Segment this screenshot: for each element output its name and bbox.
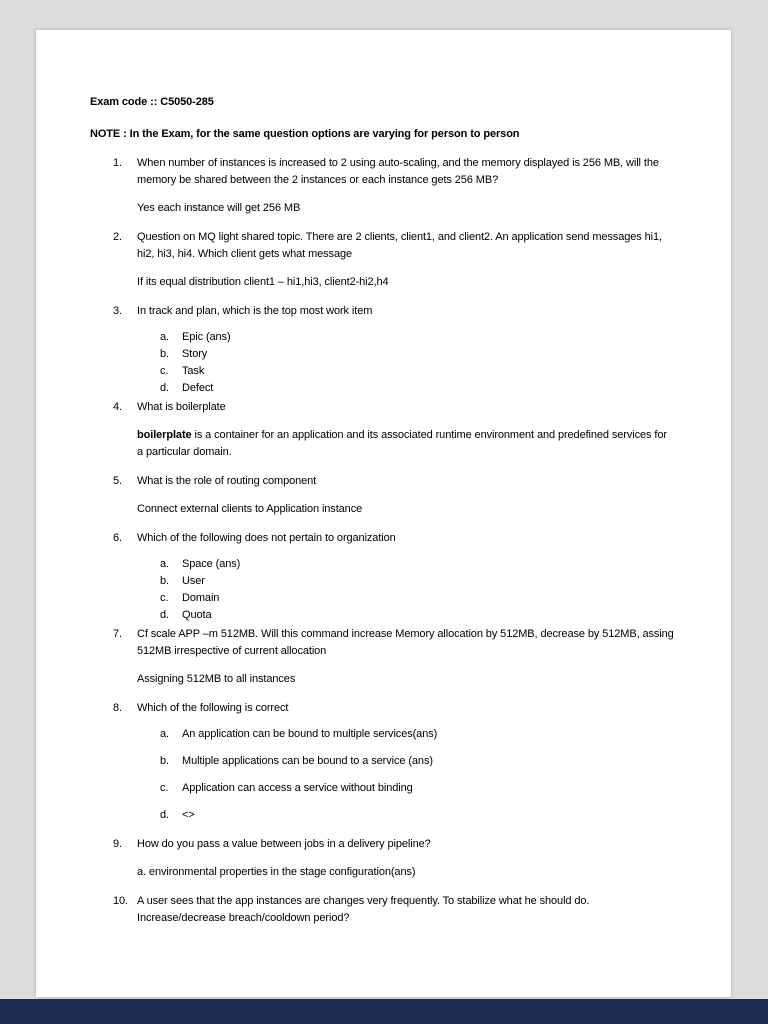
question-answer: Connect external clients to Application instance [137,503,363,515]
option-text: User [182,575,205,587]
question-option [160,607,675,624]
question-item [90,229,675,291]
question-row [113,473,675,490]
option-text: An application can be bound to multiple services(ans) [182,728,438,740]
question-row [113,399,675,416]
question-answer: a. environmental properties in the stage configuration(ans) [137,866,416,878]
questions-list [90,155,675,927]
question-number: 9. [113,838,122,850]
question-text: Which of the following is correct [137,702,289,714]
question-text: When number of instances is increased to 2 using auto-scaling, and the memory displayed is 256 MB, will the memory be shared between the 2 instances or each instance gets 256 MB? [137,157,659,186]
option-text: Quota [182,609,212,621]
question-option [160,346,675,363]
question-options [160,556,675,624]
question-answer: If its equal distribution client1 – hi1,hi3, client2-hi2,h4 [137,276,389,288]
question-number: 10. [113,895,128,907]
option-text: Domain [182,592,220,604]
question-item [90,836,675,881]
question-item [90,893,675,927]
option-letter: a. [160,331,169,343]
question-number: 4. [113,401,122,413]
document-content [36,30,731,927]
option-text: <> [182,809,195,821]
option-text: Application can access a service without binding [182,782,413,794]
option-letter: c. [160,365,169,377]
exam-code-heading: Exam code :: C5050-285 [90,96,214,108]
question-row [113,626,675,660]
question-option [160,380,675,397]
question-item [90,700,675,824]
option-letter: c. [160,782,169,794]
option-letter: d. [160,609,169,621]
viewer-footer-bar [0,999,768,1024]
question-text: Cf scale APP –m 512MB. Will this command increase Memory allocation by 512MB, decrease by 512MB, assing 512MB irrespective of current allocation [137,628,674,657]
document-page [36,30,731,997]
question-number: 7. [113,628,122,640]
question-row [113,836,675,853]
question-number: 8. [113,702,122,714]
question-option [160,573,675,590]
question-text: In track and plan, which is the top most work item [137,305,373,317]
question-text: What is boilerplate [137,401,226,413]
option-letter: b. [160,575,169,587]
option-letter: d. [160,809,169,821]
question-option [160,780,675,797]
question-text: How do you pass a value between jobs in a delivery pipeline? [137,838,431,850]
question-option [160,556,675,573]
question-text: What is the role of routing component [137,475,317,487]
question-options [160,726,675,824]
question-option [160,590,675,607]
option-letter: c. [160,592,169,604]
question-row [113,893,675,927]
option-text: Story [182,348,208,360]
answer-bold-term: boilerplate [137,429,192,441]
option-letter: a. [160,558,169,570]
question-option [160,363,675,380]
option-text: Space (ans) [182,558,241,570]
question-row [113,155,675,189]
option-letter: b. [160,755,169,767]
option-text: Defect [182,382,214,394]
question-item [90,303,675,397]
question-text: Which of the following does not pertain to organization [137,532,396,544]
option-text: Multiple applications can be bound to a service (ans) [182,755,433,767]
question-answer: Yes each instance will get 256 MB [137,202,301,214]
question-item [90,473,675,518]
question-option [160,329,675,346]
question-item [90,626,675,688]
question-answer [137,427,675,461]
question-row [113,700,675,717]
option-letter: b. [160,348,169,360]
answer-text: is a container for an application and its associated runtime environment and predefined services for a particular domain. [137,429,667,458]
question-row [113,229,675,263]
option-letter: a. [160,728,169,740]
question-number: 3. [113,305,122,317]
question-option [160,726,675,743]
question-item [90,530,675,624]
question-item [90,155,675,217]
question-row [113,530,675,547]
question-number: 6. [113,532,122,544]
question-option [160,807,675,824]
question-text: A user sees that the app instances are changes very frequently. To stabilize what he should do. Increase/decrease breach/cooldown period? [137,895,590,924]
question-number: 5. [113,475,122,487]
question-options [160,329,675,397]
question-option [160,753,675,770]
question-number: 2. [113,231,122,243]
question-text: Question on MQ light shared topic. There are 2 clients, client1, and client2. An application send messages hi1, hi2, hi3, hi4. Which client gets what message [137,231,662,260]
question-answer: Assigning 512MB to all instances [137,673,296,685]
question-row [113,303,675,320]
option-text: Epic (ans) [182,331,231,343]
question-number: 1. [113,157,122,169]
exam-note: NOTE : In the Exam, for the same question options are varying for person to person [90,128,520,140]
option-text: Task [182,365,205,377]
option-letter: d. [160,382,169,394]
question-item [90,399,675,461]
